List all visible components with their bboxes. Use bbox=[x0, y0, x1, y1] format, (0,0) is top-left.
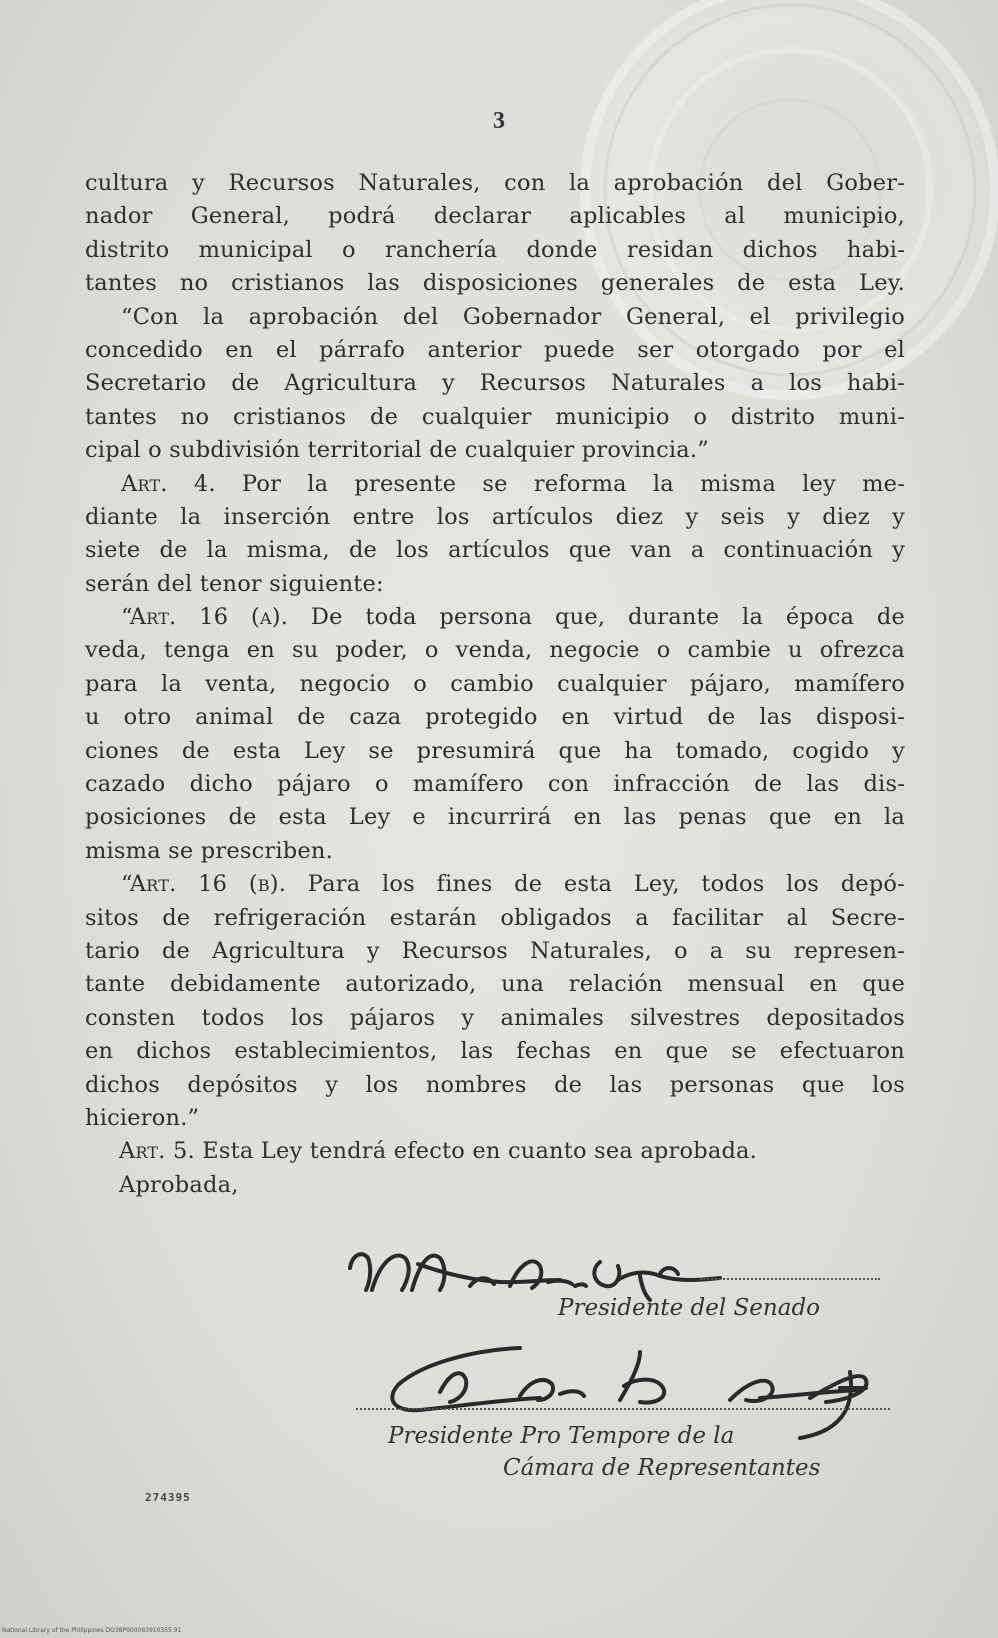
text-line: tario de Agricultura y Recursos Naturales, o a su represen- bbox=[85, 937, 905, 964]
text-line: ciones de esta Ley se presumirá que ha tomado, cogido y bbox=[85, 737, 905, 764]
text-line: De toda persona que, durante la época de bbox=[310, 604, 905, 631]
article-5-line bbox=[85, 1135, 905, 1168]
house-president-title-line2: Cámara de Representantes bbox=[503, 1455, 821, 1481]
text-line: u otro animal de caza protegido en virtud de las disposi- bbox=[85, 704, 905, 731]
text-line: Por la presente se reforma la misma ley me- bbox=[241, 470, 905, 497]
house-signature-dotted-line bbox=[356, 1408, 890, 1410]
text-line: tantes no cristianos de cualquier municipio o distrito muni- bbox=[85, 403, 905, 430]
house-president-title-line1: Presidente Pro Tempore de la bbox=[388, 1423, 735, 1449]
archive-footer: National Library of the Philippines DO38P000063910355.91 bbox=[2, 1627, 182, 1634]
text-line: en dichos establecimientos, las fechas en que se efectuaron bbox=[85, 1038, 905, 1065]
text-line: cipal o subdivisión territorial de cualquier provincia.” bbox=[85, 437, 709, 464]
text-line: tantes no cristianos las disposiciones generales de esta Ley. bbox=[85, 270, 905, 297]
text-line: Para los fines de esta Ley, todos los depó- bbox=[307, 871, 905, 898]
senate-president-title: Presidente del Senado bbox=[558, 1295, 821, 1321]
text-line: serán del tenor siguiente: bbox=[85, 570, 384, 597]
text-line: diante la inserción entre los artículos diez y seis y diez y bbox=[85, 503, 905, 530]
text-line: consten todos los pájaros y animales silvestres depositados bbox=[85, 1004, 905, 1031]
text-line: dichos depósitos y los nombres de las personas que los bbox=[85, 1071, 905, 1098]
text-line: concedido en el párrafo anterior puede ser otorgado por el bbox=[85, 336, 905, 363]
article-16b-line bbox=[85, 868, 905, 901]
text-line: siete de la misma, de los artículos que van a continuación y bbox=[85, 537, 905, 564]
article-label: Art. 4. bbox=[121, 470, 216, 497]
text-line: distrito municipal o ranchería donde residan dichos habi- bbox=[85, 236, 905, 263]
text-line: Esta Ley tendrá efecto en cuanto sea aprobada. bbox=[202, 1138, 758, 1165]
text-line: para la venta, negocio o cambio cualquier pájaro, mamífero bbox=[85, 670, 905, 697]
document-number: 274395 bbox=[145, 1491, 191, 1504]
text-line: misma se prescriben. bbox=[85, 837, 333, 864]
document-body bbox=[85, 167, 905, 1202]
text-line: cultura y Recursos Naturales, con la aprobación del Gober- bbox=[85, 170, 905, 196]
text-line: posiciones de esta Ley e incurrirá en las penas que en la bbox=[85, 804, 905, 831]
text-line: tante debidamente autorizado, una relación mensual en que bbox=[85, 971, 905, 998]
approval-line: Aprobada, bbox=[119, 1171, 239, 1198]
article-16a-line bbox=[85, 601, 905, 634]
page-number: 3 bbox=[493, 108, 505, 134]
text-line: nador General, podrá declarar aplicables al municipio, bbox=[85, 203, 905, 230]
article-label: “Art. 16 (b). bbox=[121, 871, 287, 898]
article-label: “Art. 16 (a). bbox=[121, 604, 289, 631]
article-label: Art. 5. bbox=[119, 1138, 195, 1165]
text-line: sitos de refrigeración estarán obligados a facilitar al Secre- bbox=[85, 904, 905, 931]
text-line: veda, tenga en su poder, o venda, negocie o cambie u ofrezca bbox=[85, 637, 905, 664]
senate-signature-dotted-line bbox=[700, 1278, 880, 1280]
text-line: “Con la aprobación del Gobernador General, el privilegio bbox=[121, 303, 905, 330]
text-line: Secretario de Agricultura y Recursos Naturales a los habi- bbox=[85, 370, 905, 397]
article-4-line bbox=[85, 468, 905, 501]
text-line: cazado dicho pájaro o mamífero con infracción de las dis- bbox=[85, 771, 905, 798]
text-line: hicieron.” bbox=[85, 1104, 200, 1131]
